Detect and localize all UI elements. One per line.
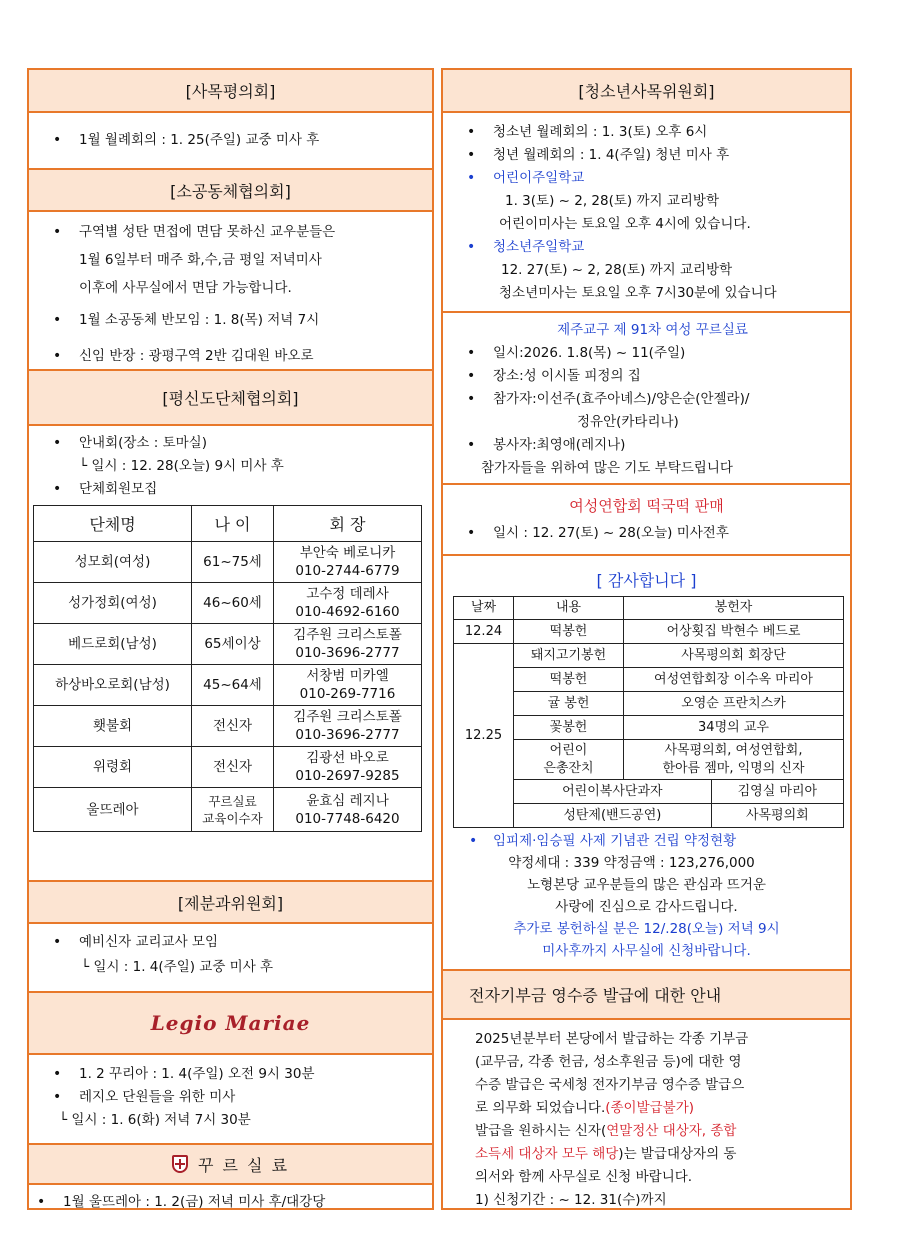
head-name: 서창범 미카엘 [306,668,389,684]
section-title: 여성연합회 떡국떡 판매 [569,497,724,515]
column-header: 나 이 [192,506,274,542]
content-cell: 떡봉헌 [514,668,624,692]
list-item: • 일시 : 12. 27(토) ~ 28(오늘) 미사전후 [465,522,840,545]
content-cell: 돼지고기봉헌 [514,644,624,668]
group-head [274,788,422,832]
column-header: 내용 [514,597,624,620]
section-title [29,1145,432,1185]
list-item: • 1월 울뜨레아 : 1. 2(금) 저녁 미사 후/대강당 [35,1191,422,1214]
table-row [34,706,422,747]
table-row [34,665,422,706]
table-row [454,620,844,644]
age-line: 꾸르실료 [208,793,257,809]
receipt-text: 발급을 원하시는 신자( [475,1123,607,1139]
date-cell: 12.25 [454,644,514,828]
content-line: 어린이 [549,742,588,758]
column-header: 봉헌자 [624,597,844,620]
head-name: 고수정 데레사 [306,586,389,602]
head-phone: 010-4692-6160 [295,604,400,620]
group-head [274,665,422,706]
group-age: 61~75세 [192,542,274,583]
group-age: 전신자 [192,706,274,747]
group-head [274,624,422,665]
group-name: 하상바오로회(남성) [34,665,192,706]
donor-line: 사목평의회, 여성연합회, [664,742,803,758]
head-phone: 010-7748-6420 [295,810,400,827]
list-subline: 어린이미사는 토요일 오후 4시에 있습니다. [499,216,751,232]
list-subitem: └ 일시 : 1. 4(주일) 교중 미사 후 [81,959,274,975]
receipt-line: 1) 신청기간 : ~ 12. 31(수)까지 [475,1192,667,1208]
prayer-request: 참가자들을 위하여 많은 기도 부탁드립니다 [481,460,733,476]
list-subline: 청소년미사는 토요일 오후 7시30분에 있습니다 [499,285,777,301]
table-row [34,788,422,832]
group-age: 전신자 [192,747,274,788]
list-subline: 1. 3(토) ~ 2, 28(토) 까지 교리방학 [505,193,719,209]
list-item: • 안내회(장소 : 토마실) [51,432,422,455]
head-name: 부안숙 베로니카 [299,545,396,561]
list-item: • 예비신자 교리교사 모임 [51,930,422,955]
content-cell: 귤 봉헌 [514,692,624,716]
crest-icon [172,1155,188,1173]
head-name: 김주원 크리스토폴 [293,627,402,643]
content-line: 은총잔치 [543,760,594,776]
extra-offering-note: 추가로 봉헌하실 분은 12/.28(오늘) 저녁 9시 [513,921,780,937]
legio-logo-text: Legio Mariae [150,1011,311,1035]
receipt-line [475,1143,840,1166]
womens-cursillo-section [443,313,850,485]
head-phone: 010-269-7716 [299,686,396,702]
table-row [34,624,422,665]
group-head [274,583,422,624]
right-column [441,68,852,1210]
line: • 구역별 성탄 면접에 면담 못하신 교우분들은 [79,224,336,240]
list-item: • 장소:성 이시돌 피정의 집 [465,365,840,388]
legio-section [29,993,432,1145]
section-title: [청소년사목위원회] [443,70,850,113]
section-title: [소공동체협의회] [29,170,432,212]
list-subline: 12. 27(토) ~ 2, 28(토) 까지 교리방학 [501,262,733,278]
table-row [34,583,422,624]
list-item: • 레지오 단원들을 위한 미사 [51,1086,422,1109]
section-title: [사목평의회] [29,70,432,113]
column-header: 회 장 [274,506,422,542]
marriage-committee-section [29,882,432,993]
line: 1월 6일부터 매주 화,수,금 평일 저녁미사 [79,252,322,268]
receipt-line: 의서와 함께 사무실로 신청 바랍니다. [475,1169,693,1185]
table-row [34,747,422,788]
laity-council-section [29,371,432,882]
left-column [27,68,434,1210]
receipt-text: )는 발급대상자의 동 [618,1146,737,1162]
list-subitem: └ 일시 : 12. 28(오늘) 9시 미사 후 [79,458,284,474]
youth-committee-section [443,70,850,313]
section-title: 제주교구 제 91차 여성 꾸르실료 [557,322,748,338]
cursillo-title-text: 꾸 르 실 료 [197,1155,290,1175]
donor-cell [624,740,844,780]
list-item: • 어린이주일학교 [465,167,840,190]
thanks-section [443,556,850,971]
group-name: 울뜨레아 [34,788,192,832]
content-cell [514,740,624,780]
head-phone: 010-3696-2777 [295,727,400,743]
pastoral-council-section [29,70,432,170]
group-age [192,788,274,832]
column-header: 단체명 [34,506,192,542]
rice-cake-section [443,485,850,556]
head-name: 김광선 바오로 [306,750,389,766]
list-item: • 청소년 월례회의 : 1. 3(토) 오후 6시 [465,121,840,144]
donor-line: 한아름 젬마, 익명의 신자 [662,760,805,776]
group-name: 성가정회(여성) [34,583,192,624]
donor-cell: 사목평의회 [711,804,843,828]
age-line: 교육이수자 [202,810,263,826]
group-name: 성모회(여성) [34,542,192,583]
donation-receipt-section [443,971,850,1212]
list-subline: 정유안(카타리나) [577,414,679,430]
section-title: [평신도단체협의회] [29,371,432,426]
receipt-line: 수증 발급은 국세청 전자기부금 영수증 발급으 [475,1077,745,1093]
head-phone: 010-2744-6779 [295,563,400,579]
donor-cell: 어상횟집 박현수 베드로 [624,620,844,644]
list-item: • 청소년주일학교 [465,236,840,259]
list-item [51,218,422,302]
receipt-line [475,1097,840,1120]
list-item: • 참가자:이선주(효주아녜스)/양은순(안젤라)/ [465,388,840,411]
donor-cell: 여성연합회장 이수옥 마리아 [624,668,844,692]
table-header-row [454,597,844,620]
group-head [274,706,422,747]
donor-cell: 사목평의회 회장단 [624,644,844,668]
content-cell: 꽃봉헌 [514,716,624,740]
group-age: 46~60세 [192,583,274,624]
donor-cell: 34명의 교우 [624,716,844,740]
table-row [34,542,422,583]
groups-table [33,505,422,832]
thanks-message: 사랑에 진심으로 감사드립니다. [555,899,738,915]
group-head [274,542,422,583]
list-item: • 1. 2 꾸리아 : 1. 4(주일) 오전 9시 30분 [51,1063,422,1086]
receipt-text: 로 의무화 되었습니다. [475,1100,606,1116]
column-header: 날짜 [454,597,514,620]
list-item: • 봉사자:최영애(레지나) [465,434,840,457]
head-phone: 010-2697-9285 [295,768,400,784]
list-item: • 신임 반장 : 광평구역 2반 김대원 바오로 [51,342,422,370]
list-item: • 청년 월례회의 : 1. 4(주일) 청년 미사 후 [465,144,840,167]
list-subitem: └ 일시 : 1. 6(화) 저녁 7시 30분 [59,1112,251,1128]
content-cell: 어린이복사단과자 [514,780,712,804]
date-cell: 12.24 [454,620,514,644]
small-community-section [29,170,432,371]
donor-cell: 김영실 마리아 [711,780,843,804]
head-phone: 010-3696-2777 [295,645,400,661]
list-item: • 1월 소공동체 반모임 : 1. 8(목) 저녁 7시 [51,306,422,334]
group-head [274,747,422,788]
section-title: [ 감사합니다 ] [596,571,697,590]
paper-not-available: (종이발급불가) [605,1100,695,1116]
head-name: 김주원 크리스토폴 [293,709,402,725]
group-name: 위령회 [34,747,192,788]
list-item: • 일시:2026. 1.8(목) ~ 11(주일) [465,342,840,365]
content-cell: 떡봉헌 [514,620,624,644]
list-item: • 1월 월례회의 : 1. 25(주일) 교중 미사 후 [51,129,422,152]
table-header-row [34,506,422,542]
receipt-line: (교무금, 각종 헌금, 성소후원금 등)에 대한 영 [475,1054,742,1070]
table-row [454,644,844,668]
receipt-line: 2025년분부터 본당에서 발급하는 각종 기부금 [475,1031,749,1047]
receipt-line [475,1120,840,1143]
pledge-status: 약정세대 : 339 약정금액 : 123,276,000 [508,855,755,871]
group-age: 65세이상 [192,624,274,665]
group-age: 45~64세 [192,665,274,706]
group-name: 횃불회 [34,706,192,747]
list-item: • 단체회원모집 [51,478,422,501]
cursillo-section [29,1145,432,1210]
donor-cell: 오영순 프란치스카 [624,692,844,716]
content-cell: 성탄제(밴드공연) [514,804,712,828]
donations-table [453,596,844,828]
group-name: 베드로회(남성) [34,624,192,665]
eligible-targets: 연말정산 대상자, 종합 [606,1123,737,1139]
legio-title [29,993,432,1055]
line: 이후에 사무실에서 면담 가능합니다. [79,280,292,296]
section-title: [제분과위원회] [29,882,432,924]
head-name: 윤효심 레지나 [306,792,389,809]
pledge-title: • 임피제·임승필 사제 기념관 건립 약정현황 [467,830,840,852]
section-title: 전자기부금 영수증 발급에 대한 안내 [443,971,850,1020]
extra-offering-note: 미사후까지 사무실에 신청바랍니다. [542,943,751,959]
thanks-message: 노형본당 교우분들의 많은 관심과 뜨거운 [527,877,766,893]
eligible-targets: 소득세 대상자 모두 해당 [475,1146,619,1162]
